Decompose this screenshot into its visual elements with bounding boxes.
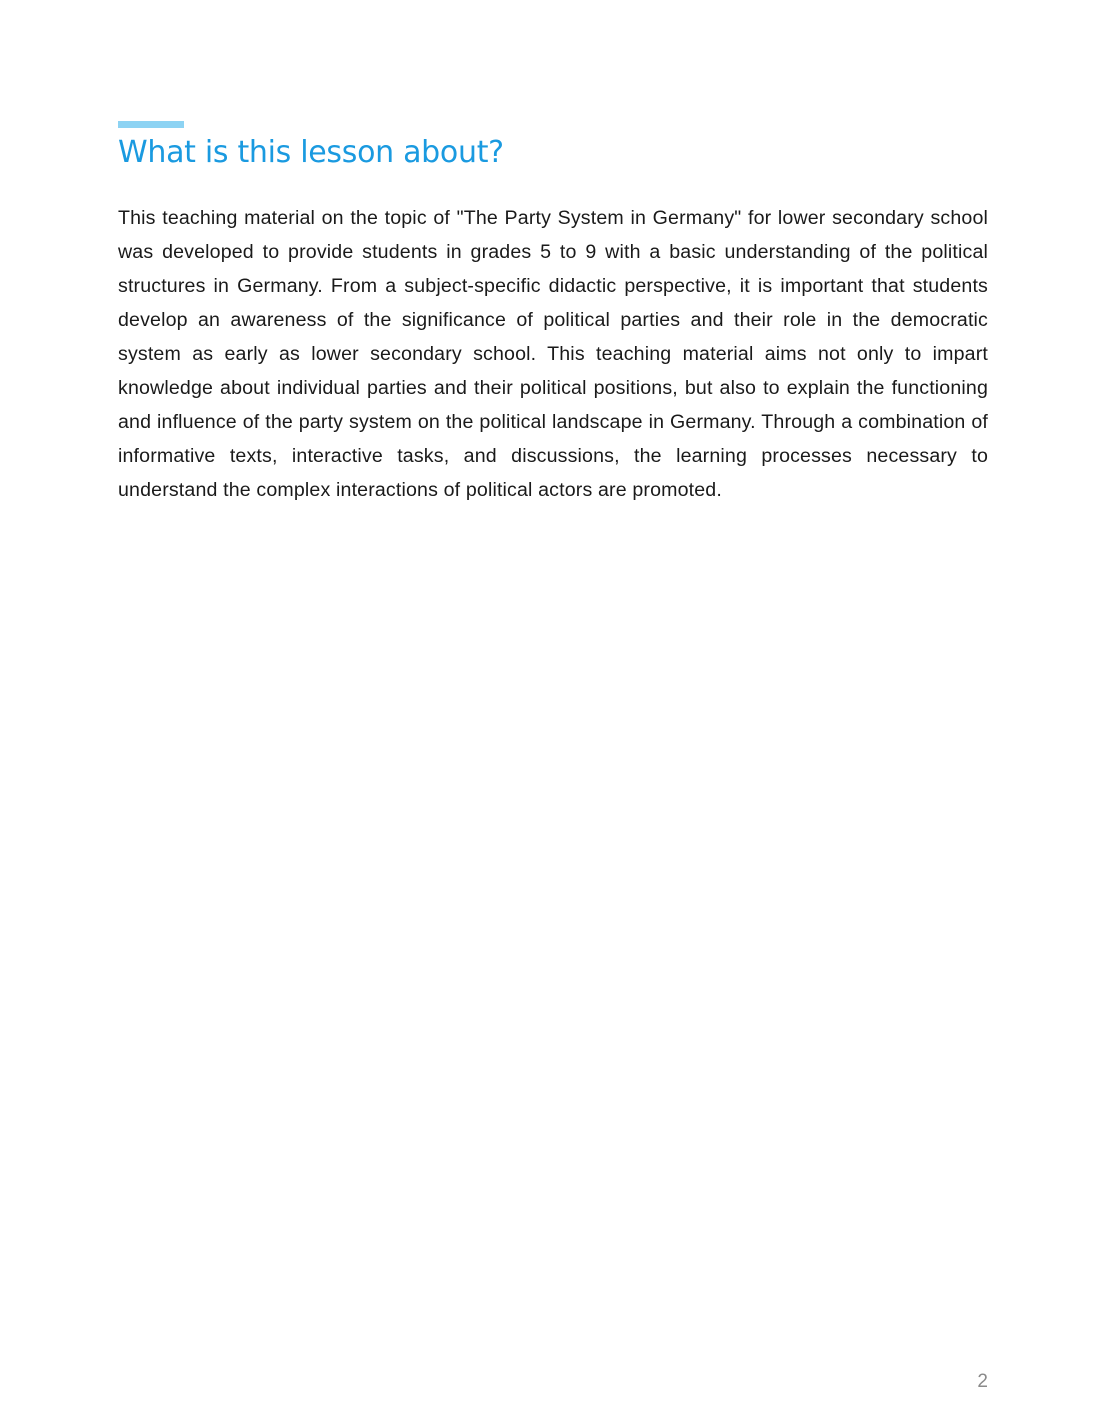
- section-heading: What is this lesson about?: [118, 135, 504, 170]
- page-number: 2: [977, 1371, 988, 1392]
- lesson-description-paragraph: This teaching material on the topic of "The Party System in Germany" for lower secondary school was developed to provide students in grades 5 to 9 with a basic understanding of the political structures in Germany. From a subject-specific didactic perspective, it is important that students develop an awareness of the significance of political parties and their role in the democratic system as early as lower secondary school. This teaching material aims not only to impart knowledge about individual parties and their political positions, but also to explain the functioning and influence of the party system on the political landscape in Germany. Through a combination of informative texts, interactive tasks, and discussions, the learning processes necessary to understand the complex interactions of political actors are promoted.: [118, 207, 988, 501]
- heading-accent-bar: [118, 121, 184, 128]
